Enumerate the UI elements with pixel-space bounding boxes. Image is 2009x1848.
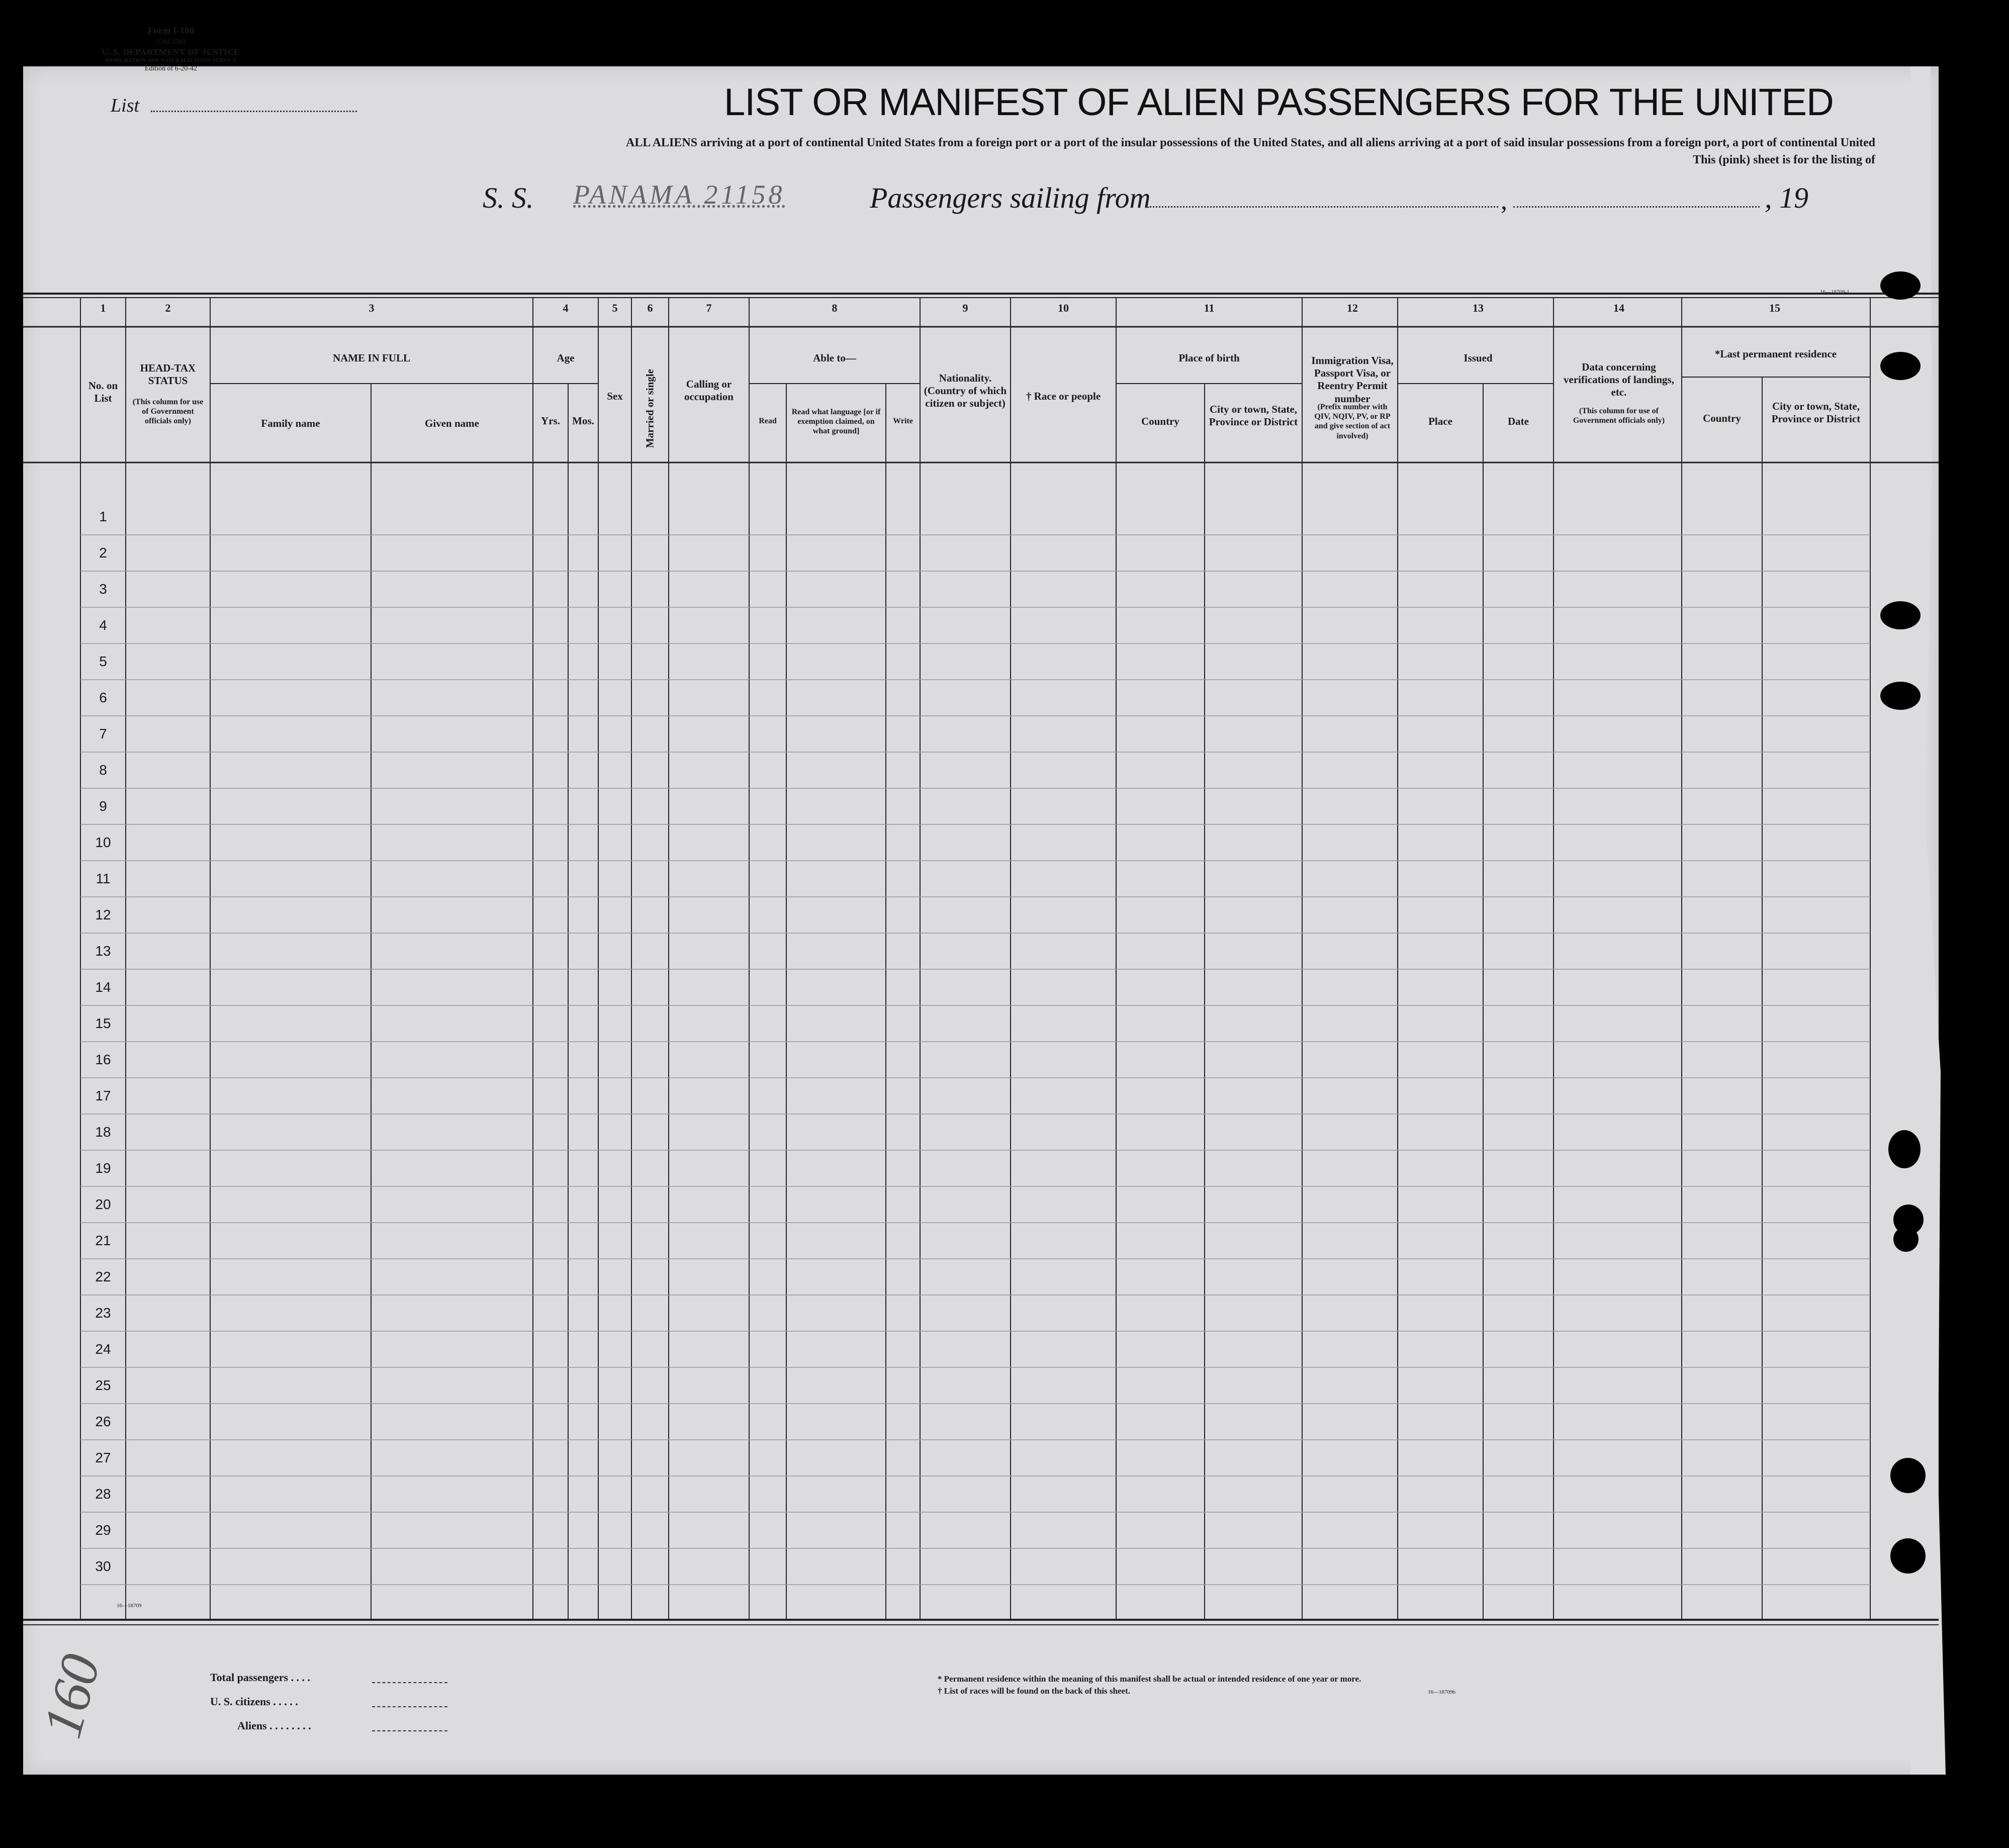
punch-hole bbox=[1880, 352, 1921, 380]
col-num-9: 9 bbox=[962, 302, 968, 314]
punch-hole bbox=[1893, 1227, 1919, 1252]
row-number: 22 bbox=[95, 1269, 111, 1284]
print-code-footer: 16—18709b bbox=[1428, 1689, 1455, 1695]
row-number: 17 bbox=[95, 1088, 111, 1103]
header-nationality: Nationality. (Country of which citizen or subject) bbox=[924, 372, 1007, 410]
punch-hole bbox=[1888, 1130, 1921, 1168]
header-age: Age bbox=[557, 352, 575, 364]
department-name: U. S. DEPARTMENT OF JUSTICE bbox=[102, 47, 240, 57]
row-number: 29 bbox=[95, 1522, 111, 1538]
ss-label: S. S. bbox=[483, 181, 534, 214]
header-data-note: (This column for use of Government officials only) bbox=[1573, 407, 1665, 425]
punch-hole bbox=[1890, 1458, 1926, 1493]
form-number: Form I-100 bbox=[147, 26, 195, 36]
row-number: 26 bbox=[95, 1414, 111, 1429]
header-no-on-list: No. on List bbox=[88, 380, 118, 405]
row-number: 1 bbox=[99, 509, 107, 524]
print-code-top: 16—18709-1 bbox=[1820, 289, 1850, 295]
total-passengers-field[interactable] bbox=[372, 1682, 447, 1683]
header-race: † Race or people bbox=[1026, 390, 1101, 402]
aliens-label: Aliens . . . . . . . . bbox=[237, 1719, 311, 1732]
row-number: 18 bbox=[95, 1124, 111, 1140]
header-married: Married or single bbox=[644, 369, 656, 448]
year-prefix: , 19 bbox=[1765, 181, 1808, 214]
row-number: 24 bbox=[95, 1341, 111, 1357]
row-number: 30 bbox=[95, 1558, 111, 1574]
header-head-tax: HEAD-TAX STATUS bbox=[140, 362, 196, 387]
col-num-1: 1 bbox=[100, 302, 106, 314]
header-able-to: Able to— bbox=[813, 352, 856, 364]
row-number: 23 bbox=[95, 1305, 111, 1321]
col-num-11: 11 bbox=[1204, 302, 1215, 314]
row-number: 12 bbox=[95, 907, 111, 922]
list-label: List bbox=[111, 95, 140, 116]
punch-hole bbox=[1880, 271, 1921, 300]
header-data-concerning: Data concerning verifications of landings, etc. bbox=[1564, 361, 1674, 399]
header-visa-note: (Prefix number with QIV, NQIV, PV, or RP and give section of act involved) bbox=[1314, 403, 1391, 440]
col-num-10: 10 bbox=[1058, 302, 1069, 314]
print-code-left: 16—18709 bbox=[117, 1603, 142, 1609]
header-calling: Calling or occupation bbox=[684, 378, 734, 403]
row-number: 3 bbox=[99, 581, 107, 597]
subtitle-line-2: This (pink) sheet is for the listing of bbox=[1693, 153, 1875, 166]
col-num-6: 6 bbox=[647, 302, 653, 314]
us-citizens-field[interactable] bbox=[372, 1706, 447, 1707]
header-write: Write bbox=[893, 417, 913, 425]
old-form-number: (Old 500) bbox=[156, 37, 186, 46]
service-name: IMMIGRATION AND NATURALIZATION SERVICE bbox=[105, 57, 237, 63]
col-num-14: 14 bbox=[1613, 302, 1624, 314]
row-number: 6 bbox=[99, 690, 107, 705]
col-num-5: 5 bbox=[612, 302, 618, 314]
punch-hole bbox=[1890, 1538, 1926, 1574]
punch-hole bbox=[1880, 682, 1921, 710]
header-birth-country: Country bbox=[1141, 415, 1179, 427]
footnote-residence: * Permanent residence within the meaning of this manifest shall be actual or intended residence of one year or more. bbox=[938, 1674, 1361, 1684]
header-months: Mos. bbox=[572, 415, 594, 427]
row-number: 2 bbox=[99, 545, 107, 561]
total-passengers-label: Total passengers . . . . bbox=[210, 1671, 311, 1684]
row-number: 10 bbox=[95, 835, 111, 850]
header-given-name: Given name bbox=[425, 417, 479, 429]
header-read: Read bbox=[759, 417, 777, 425]
col-num-3: 3 bbox=[369, 302, 375, 314]
col-num-13: 13 bbox=[1473, 302, 1484, 314]
handwritten-page-number: 160 bbox=[31, 1647, 112, 1744]
header-last-residence: *Last permanent residence bbox=[1714, 348, 1837, 360]
ship-name-handwritten[interactable]: PANAMA 21158 bbox=[573, 179, 785, 210]
row-number: 25 bbox=[95, 1377, 111, 1393]
row-number: 8 bbox=[99, 762, 107, 778]
header-visa: Immigration Visa, Passport Visa, or Reentry Permit number bbox=[1311, 354, 1394, 405]
header-place-of-birth: Place of birth bbox=[1178, 352, 1240, 364]
row-number: 11 bbox=[96, 871, 111, 886]
header-issued-date: Date bbox=[1508, 415, 1529, 427]
row-number: 4 bbox=[99, 617, 107, 633]
row-number: 21 bbox=[95, 1233, 111, 1248]
header-sex: Sex bbox=[607, 390, 623, 402]
row-number: 19 bbox=[95, 1160, 111, 1176]
row-number: 7 bbox=[99, 726, 107, 742]
subtitle-line-1: ALL ALIENS arriving at a port of continental United States from a foreign port or a port of the insular possessions of the United States, and all aliens arriving at a port of said insular possessions from a foreign port, a port of continental United bbox=[626, 136, 1875, 149]
header-head-tax-note: (This column for use of Government officials only) bbox=[132, 398, 204, 426]
sailing-from-label: Passengers sailing from bbox=[870, 181, 1151, 214]
row-number: 15 bbox=[95, 1015, 111, 1031]
row-number: 28 bbox=[95, 1486, 111, 1502]
header-years: Yrs. bbox=[541, 415, 560, 427]
header-residence-country: Country bbox=[1703, 412, 1741, 424]
page-title: LIST OR MANIFEST OF ALIEN PASSENGERS FOR THE UNITED bbox=[724, 81, 1834, 124]
col-num-7: 7 bbox=[706, 302, 712, 314]
col-num-12: 12 bbox=[1347, 302, 1358, 314]
row-number: 9 bbox=[99, 798, 107, 814]
row-number: 5 bbox=[99, 654, 107, 669]
header-residence-city: City or town, State, Province or District bbox=[1771, 400, 1861, 425]
col-num-8: 8 bbox=[832, 302, 838, 314]
row-number: 27 bbox=[95, 1450, 111, 1465]
header-name-in-full: NAME IN FULL bbox=[332, 352, 410, 364]
us-citizens-label: U. S. citizens . . . . . bbox=[210, 1695, 298, 1708]
col-num-15: 15 bbox=[1769, 302, 1780, 314]
header-read-language: Read what language [or if exemption claimed, on what ground] bbox=[791, 408, 881, 436]
row-number: 14 bbox=[95, 979, 111, 995]
edition-date: Edition of 6-20-42 bbox=[144, 64, 198, 72]
footnote-races: † List of races will be found on the back of this sheet. bbox=[938, 1686, 1130, 1696]
header-birth-city: City or town, State, Province or District bbox=[1209, 403, 1298, 428]
col-num-4: 4 bbox=[563, 302, 569, 314]
punch-hole bbox=[1880, 601, 1921, 629]
header-issued-place: Place bbox=[1428, 415, 1452, 427]
header-issued: Issued bbox=[1464, 352, 1493, 364]
aliens-field[interactable] bbox=[372, 1730, 447, 1731]
row-number: 20 bbox=[95, 1196, 111, 1212]
col-num-2: 2 bbox=[165, 302, 171, 314]
header-family-name: Family name bbox=[261, 417, 320, 429]
comma-separator: , bbox=[1501, 187, 1507, 215]
row-number: 13 bbox=[95, 943, 111, 959]
row-number: 16 bbox=[95, 1052, 111, 1067]
